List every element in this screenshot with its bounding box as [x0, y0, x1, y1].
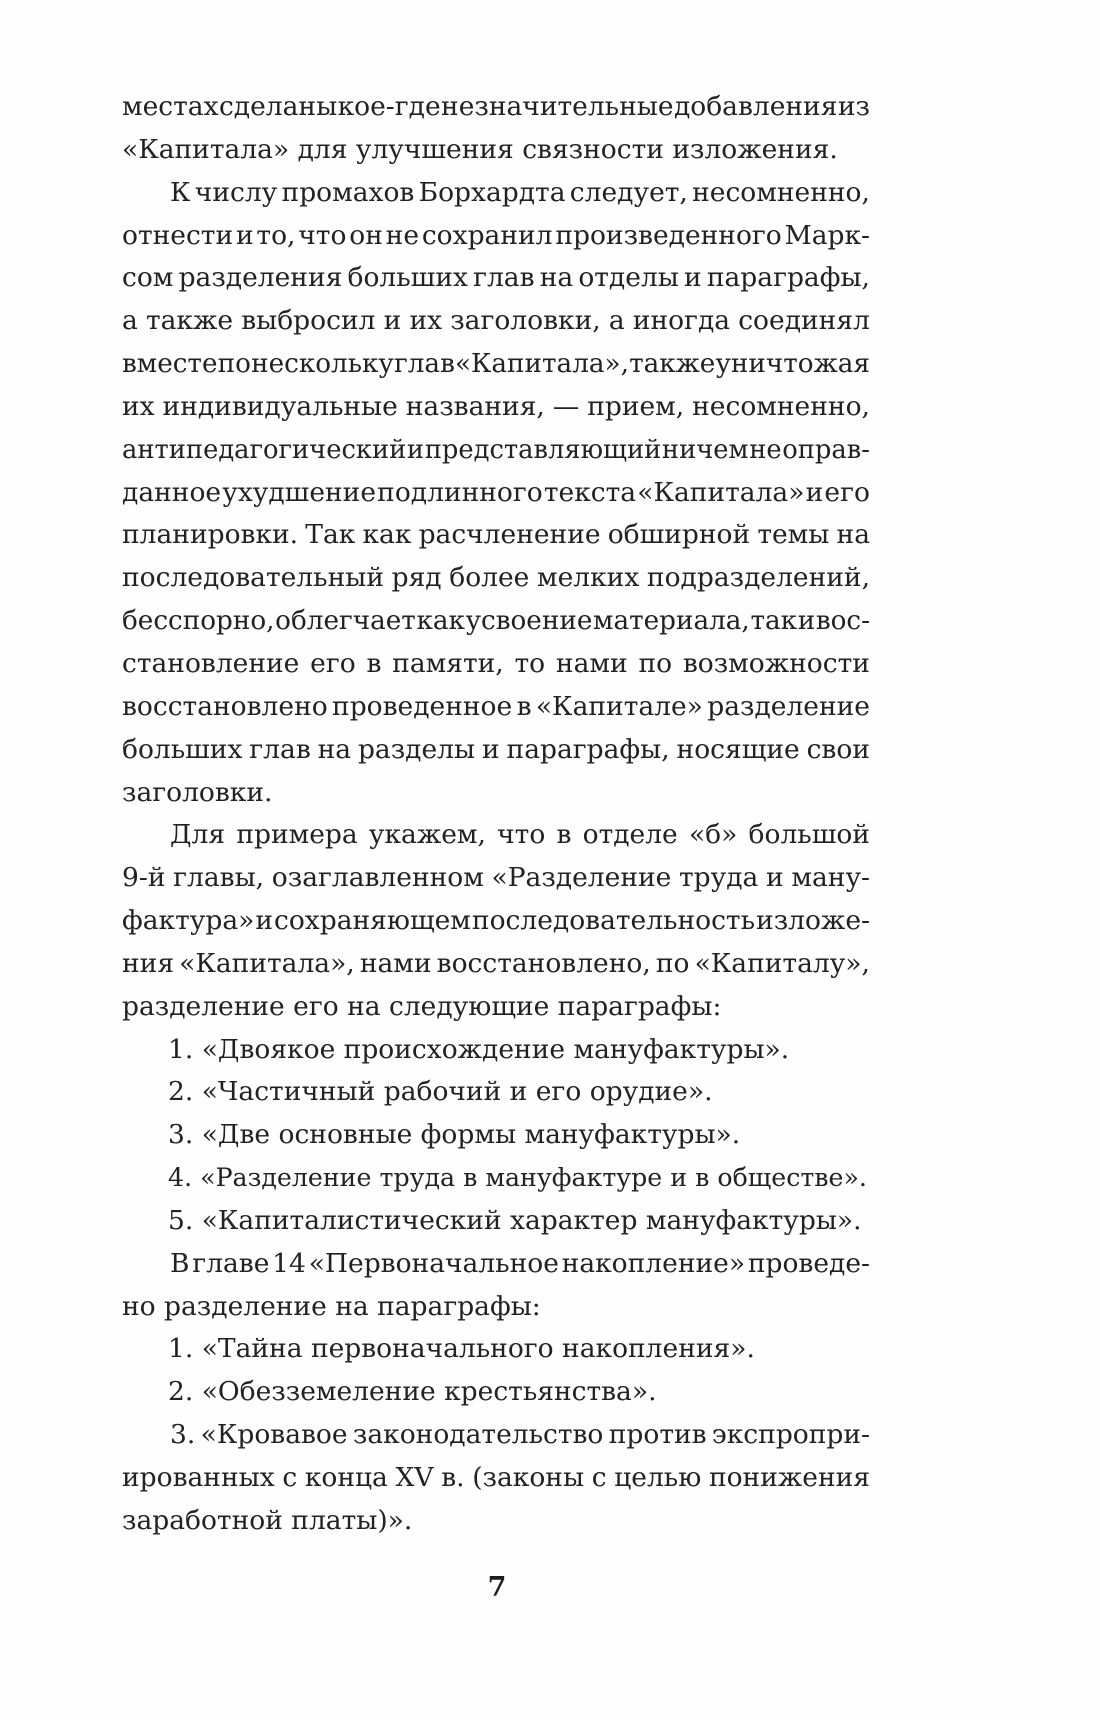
- word: представляющий: [424, 434, 662, 465]
- word: К: [170, 176, 191, 208]
- word: незначительные: [441, 91, 674, 122]
- word: индивидуальные: [162, 390, 398, 422]
- word: числу: [194, 176, 278, 208]
- word: мелких: [536, 562, 640, 594]
- text-line: [122, 686, 870, 729]
- word: памяти,: [392, 647, 504, 679]
- word: с: [591, 1462, 607, 1493]
- word: усвоение: [465, 606, 593, 637]
- word: а: [608, 305, 625, 337]
- word: и: [766, 862, 784, 894]
- text-line: но разделение на параграфы:: [122, 1290, 541, 1322]
- text-line: [122, 343, 870, 386]
- text-line: [122, 900, 870, 943]
- word: накопление»: [561, 1247, 746, 1279]
- word: уничтожая: [715, 349, 870, 380]
- word: возможности: [682, 647, 870, 679]
- word: обширной: [607, 519, 751, 551]
- word: отделе: [582, 819, 678, 851]
- text-line: «Капитала» для улучшения связности изложения.: [122, 133, 838, 165]
- word: сохранил: [421, 219, 553, 251]
- word: вместе: [122, 349, 218, 380]
- word: и: [684, 262, 702, 294]
- word: законодательство: [352, 1419, 604, 1451]
- word: оправ-: [782, 434, 870, 465]
- word: понижения: [708, 1462, 870, 1493]
- word: подразделений,: [646, 562, 870, 594]
- text-line: 2. «Частичный рабочий и его орудие».: [168, 1076, 713, 1108]
- word: 9-й: [122, 862, 166, 894]
- word: на: [539, 262, 574, 294]
- word: «Разделение: [491, 862, 672, 894]
- text-line: [122, 215, 870, 258]
- word: разделения: [178, 262, 343, 294]
- word: как: [362, 519, 412, 551]
- word: то: [514, 647, 546, 679]
- word: облегчает: [275, 606, 416, 637]
- word: «Капиталу»,: [694, 947, 870, 979]
- word: и: [255, 905, 274, 937]
- text-line: 3. «Две основные формы мануфактуры».: [168, 1119, 741, 1151]
- word: глав: [249, 733, 311, 765]
- word: текста: [543, 476, 637, 508]
- word: Для: [170, 819, 226, 851]
- text-line: [122, 1243, 870, 1286]
- word: Борхардта: [418, 176, 566, 208]
- word: не: [749, 434, 782, 465]
- word: последовательность: [471, 905, 756, 937]
- word: большой: [748, 819, 870, 851]
- word: кое-где: [337, 91, 441, 122]
- word: он: [349, 219, 383, 251]
- text-line: 1. «Тайна первоначального накопления».: [168, 1333, 755, 1365]
- text-line: [122, 86, 870, 129]
- word: конца: [304, 1462, 388, 1493]
- page-number: 7: [487, 1572, 507, 1603]
- word: больших: [122, 733, 243, 765]
- word: озаглавленном: [271, 862, 484, 894]
- word: В: [170, 1247, 190, 1279]
- word: в.: [441, 1462, 465, 1493]
- word: «Капитала»,: [455, 349, 629, 380]
- word: «Кровавое: [200, 1419, 348, 1451]
- text-line: [122, 643, 870, 686]
- word: «б»: [688, 819, 738, 851]
- word: «Капитала»,: [179, 947, 355, 979]
- word: как: [416, 606, 465, 637]
- word: сом: [122, 262, 174, 294]
- word: нами: [359, 947, 432, 979]
- word: более: [449, 562, 530, 594]
- word: и: [383, 305, 402, 337]
- word: следует,: [569, 176, 688, 208]
- word: укажем,: [368, 819, 486, 851]
- word: отнести: [122, 219, 234, 251]
- word: «Первоначальное: [308, 1247, 559, 1279]
- word: в: [366, 647, 382, 679]
- word: против: [608, 1419, 707, 1451]
- word: XV: [395, 1462, 434, 1493]
- word: их: [409, 305, 443, 337]
- word: его: [310, 647, 356, 679]
- word: больших: [347, 262, 468, 294]
- word: так: [750, 606, 798, 637]
- word: нескольку: [251, 349, 394, 380]
- text-line: [122, 514, 870, 557]
- text-line: [122, 172, 870, 215]
- text-line: [122, 729, 870, 772]
- word: главы,: [173, 862, 265, 894]
- word: 3.: [170, 1419, 196, 1451]
- word: глав: [394, 349, 455, 380]
- word: восстановлено,: [436, 947, 651, 979]
- word: разделы: [357, 733, 476, 765]
- text-line: заработной платы)».: [122, 1504, 413, 1536]
- word: названия,: [405, 390, 545, 422]
- text-line: [122, 557, 870, 600]
- text-line: [122, 1414, 870, 1457]
- word: и: [797, 606, 816, 637]
- word: параграфы,: [706, 262, 870, 294]
- word: их: [122, 390, 155, 422]
- word: заголовки,: [450, 305, 601, 337]
- word: и: [235, 219, 254, 251]
- word: расчленение: [418, 519, 601, 551]
- word: в: [556, 819, 572, 851]
- word: «Капитала»: [637, 476, 805, 508]
- word: параграфы,: [506, 733, 670, 765]
- word: экспропри-: [711, 1419, 870, 1451]
- word: по: [638, 647, 673, 679]
- text-line: [122, 814, 870, 857]
- word: носящие: [676, 733, 800, 765]
- word: иногда: [632, 305, 731, 337]
- word: «Капитале»: [535, 690, 703, 722]
- word: его: [824, 476, 870, 508]
- text-line: [122, 1457, 870, 1500]
- text-line: 5. «Капиталистический характер мануфактуры».: [168, 1204, 862, 1236]
- text-line: [122, 429, 870, 472]
- word: также: [629, 349, 716, 380]
- word: подлинного: [377, 476, 543, 508]
- word: с: [282, 1462, 298, 1493]
- text-line: 4. «Разделение труда в мануфактуре и в обществе».: [168, 1163, 867, 1193]
- text-line: [122, 943, 870, 986]
- word: главе: [192, 1247, 270, 1279]
- word: что: [497, 819, 546, 851]
- word: на: [836, 519, 870, 551]
- word: свои: [806, 733, 870, 765]
- word: 14: [272, 1247, 306, 1279]
- word: по: [217, 349, 251, 380]
- word: становление: [122, 647, 300, 679]
- text-line: 1. «Двоякое происхождение мануфактуры».: [168, 1033, 790, 1065]
- word: сохраняющем: [274, 905, 471, 937]
- word: то,: [256, 219, 296, 251]
- word: также: [145, 305, 234, 337]
- word: фактура»: [122, 905, 255, 937]
- word: не: [385, 219, 420, 251]
- word: несомненно,: [692, 390, 870, 422]
- word: материала,: [593, 606, 750, 637]
- word: бесспорно,: [122, 606, 275, 637]
- word: ированных: [122, 1462, 275, 1493]
- word: примера: [236, 819, 358, 851]
- word: проведенное: [332, 690, 513, 722]
- word: ману-: [791, 862, 870, 894]
- word: глав: [473, 262, 535, 294]
- word: ряд: [391, 562, 442, 594]
- body-text: [122, 86, 870, 1543]
- word: целью: [614, 1462, 702, 1493]
- word: отделы: [578, 262, 679, 294]
- word: восстановлено: [122, 690, 328, 722]
- word: вос-: [815, 606, 870, 637]
- text-line: [122, 257, 870, 300]
- word: прием,: [587, 390, 685, 422]
- word: промахов: [281, 176, 415, 208]
- word: в: [516, 690, 532, 722]
- word: соединял: [738, 305, 870, 337]
- word: данное: [122, 476, 222, 508]
- word: ничем: [661, 434, 749, 465]
- word: планировки.: [122, 519, 299, 551]
- text-line: [122, 857, 870, 900]
- word: сделаны: [218, 91, 338, 122]
- word: несомненно,: [692, 176, 870, 208]
- word: разделение: [707, 690, 870, 722]
- text-line: 2. «Обезземеление крестьянства».: [168, 1376, 657, 1408]
- word: проведе-: [747, 1247, 870, 1279]
- word: из: [837, 91, 870, 122]
- word: последовательный: [122, 562, 384, 594]
- word: на: [317, 733, 352, 765]
- word: труда: [679, 862, 759, 894]
- text-line: [122, 472, 870, 515]
- word: антипедагогический: [122, 434, 407, 465]
- word: добавления: [673, 91, 838, 122]
- word: Так: [305, 519, 356, 551]
- word: (законы: [472, 1462, 585, 1493]
- text-line: [122, 600, 870, 643]
- text-line: [122, 300, 870, 343]
- word: а: [122, 305, 138, 337]
- word: ухудшение: [222, 476, 377, 508]
- word: и: [481, 733, 500, 765]
- word: ния: [122, 947, 175, 979]
- word: изложе-: [756, 905, 870, 937]
- word: Марк-: [784, 219, 870, 251]
- text-line: заголовки.: [122, 776, 273, 808]
- word: и: [406, 434, 425, 465]
- word: выбросил: [241, 305, 376, 337]
- text-line: разделение его на следующие параграфы:: [122, 990, 722, 1022]
- word: произведенного: [555, 219, 782, 251]
- word: темы: [757, 519, 830, 551]
- word: —: [552, 390, 580, 422]
- word: местах: [122, 91, 219, 122]
- word: нами: [555, 647, 628, 679]
- text-line: [122, 386, 870, 429]
- word: и: [805, 476, 824, 508]
- word: по: [655, 947, 690, 979]
- word: что: [298, 219, 347, 251]
